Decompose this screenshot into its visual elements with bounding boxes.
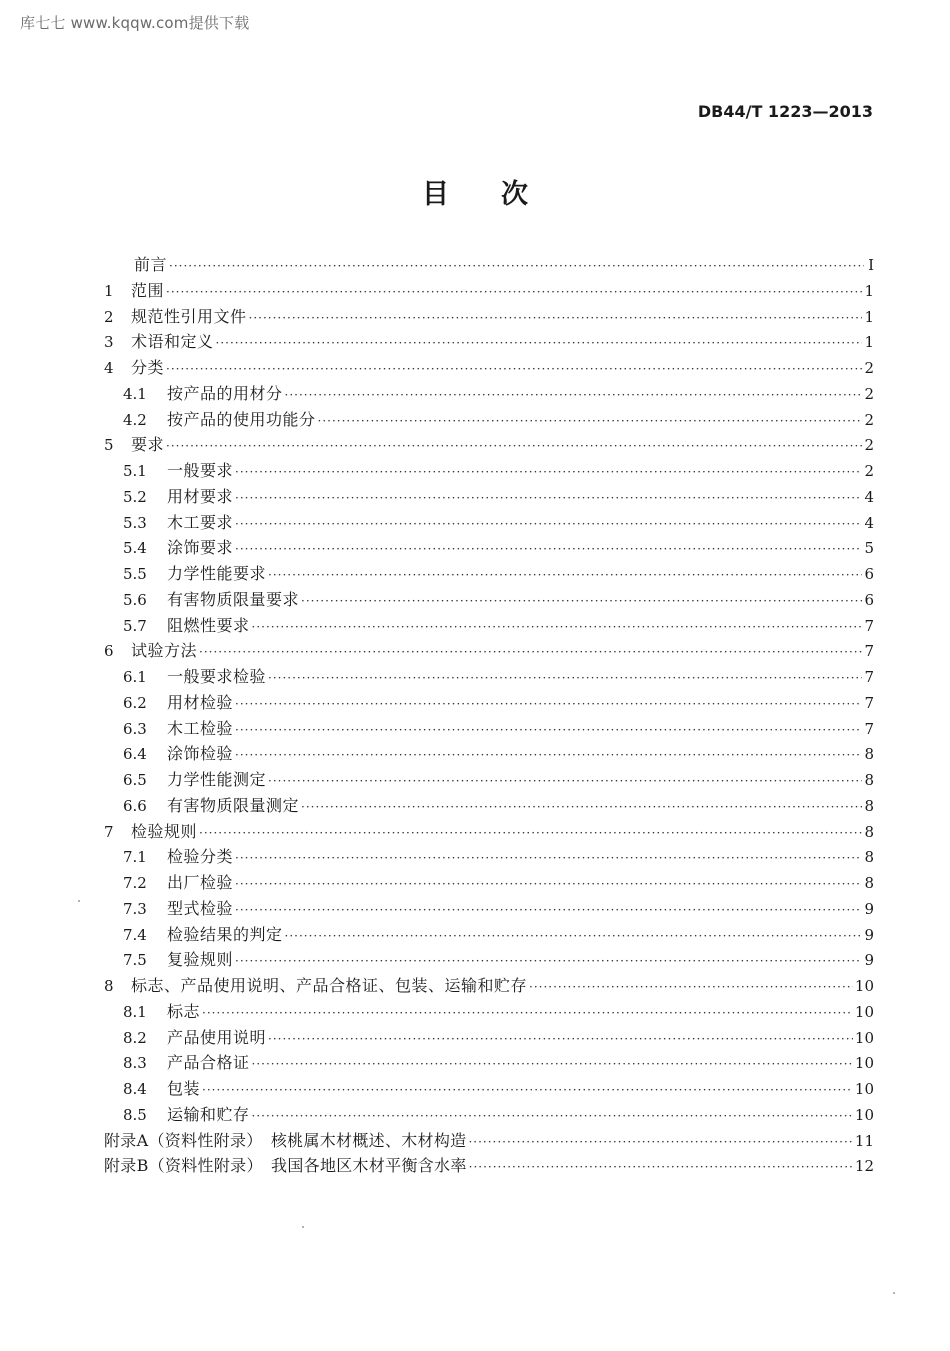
toc-entry-page: 10	[854, 1002, 874, 1021]
toc-entry-number: 3	[104, 333, 114, 352]
toc-dot-leader	[235, 537, 862, 563]
toc-dot-leader	[235, 486, 862, 512]
toc-dot-leader	[235, 872, 862, 898]
toc-dot-leader	[529, 975, 853, 1001]
document-code: DB44/T 1223—2013	[697, 102, 873, 121]
toc-entry-number: 8	[104, 977, 114, 995]
toc-entry-page: 2	[864, 462, 874, 480]
toc-entry-page: 8	[864, 796, 874, 815]
toc-entry-title: 要求	[131, 435, 165, 455]
toc-entry-title: 按产品的使用功能分	[167, 409, 316, 429]
table-of-contents	[104, 252, 874, 1179]
page-title-char: 次	[501, 179, 528, 210]
toc-entry	[104, 896, 874, 922]
toc-entry-title: 术语和定义	[131, 332, 214, 352]
toc-entry	[104, 278, 874, 304]
toc-entry-title: 用材要求	[167, 486, 234, 506]
toc-dot-leader	[468, 1130, 852, 1156]
toc-entry-title: 包装	[167, 1079, 201, 1098]
toc-entry	[104, 535, 874, 561]
toc-entry-title: 按产品的用材分	[167, 383, 283, 403]
toc-entry-page: 10	[854, 1105, 874, 1124]
toc-entry-page: 2	[864, 359, 874, 377]
toc-entry-title: 规范性引用文件	[131, 306, 247, 326]
toc-entry-title: 涂饰检验	[167, 744, 234, 764]
toc-entry-number: 7.2	[123, 874, 147, 892]
toc-dot-leader	[235, 692, 862, 718]
toc-entry-number: 6	[104, 642, 114, 661]
toc-entry-number: 4	[104, 359, 114, 377]
toc-entry-page: 8	[864, 745, 874, 764]
toc-entry-page: 9	[864, 899, 874, 918]
toc-entry	[104, 1128, 874, 1154]
toc-entry-page: 7	[864, 719, 874, 738]
toc-entry-page: 10	[854, 1054, 874, 1073]
toc-entry-number: 6.5	[123, 771, 147, 789]
toc-entry	[104, 664, 874, 690]
toc-entry	[104, 870, 874, 896]
toc-entry-number: 7	[104, 822, 114, 841]
toc-entry-number: 8.3	[123, 1054, 147, 1073]
scan-speck	[893, 1292, 895, 1294]
toc-entry-page: 1	[864, 281, 874, 300]
toc-dot-leader	[235, 898, 862, 924]
toc-entry	[104, 922, 874, 948]
toc-entry-number: 7.1	[123, 848, 147, 867]
toc-entry	[104, 407, 874, 433]
toc-entry-number: 5.4	[123, 539, 147, 558]
toc-entry-title: 有害物质限量测定	[167, 795, 300, 815]
toc-entry	[104, 819, 874, 845]
toc-entry-number: 6.4	[123, 745, 147, 764]
toc-dot-leader	[268, 1027, 853, 1053]
page-title	[0, 172, 950, 211]
toc-dot-leader	[249, 306, 863, 332]
toc-dot-leader	[166, 357, 862, 383]
toc-entry-page: 2	[864, 384, 874, 403]
toc-entry	[104, 1102, 874, 1128]
toc-entry-title: 附录B（资料性附录） 我国各地区木材平衡含水率	[104, 1156, 467, 1176]
scan-speck	[302, 1226, 304, 1228]
toc-entry-page: 7	[864, 642, 874, 661]
toc-entry-number: 6.2	[123, 693, 147, 712]
toc-dot-leader	[469, 1155, 853, 1181]
toc-entry-page: 8	[864, 822, 874, 841]
watermark-text: 库七七 www.kqqw.com提供下载	[20, 14, 250, 32]
toc-dot-leader	[202, 1001, 853, 1027]
toc-entry	[104, 767, 874, 793]
toc-entry-number: 6.6	[123, 796, 147, 815]
toc-entry	[104, 716, 874, 742]
toc-entry-page: 11	[854, 1131, 874, 1150]
toc-entry-title: 标志	[167, 1001, 201, 1021]
toc-entry	[104, 1025, 874, 1051]
toc-entry-page: I	[868, 256, 874, 274]
toc-entry-title: 出厂检验	[167, 873, 234, 892]
toc-dot-leader	[268, 666, 862, 692]
toc-entry-number: 5.7	[123, 616, 147, 635]
toc-entry-page: 2	[864, 410, 874, 429]
toc-entry-page: 4	[864, 513, 874, 532]
toc-entry-page: 9	[864, 951, 874, 970]
toc-entry-title: 一般要求检验	[167, 667, 267, 686]
toc-entry-number: 5.5	[123, 565, 147, 583]
toc-entry-title: 一般要求	[167, 461, 234, 480]
toc-entry	[104, 638, 874, 664]
toc-dot-leader	[216, 331, 863, 357]
toc-entry-title: 阻燃性要求	[167, 615, 250, 635]
toc-entry	[104, 1050, 874, 1076]
toc-entry	[104, 355, 874, 381]
toc-entry-page: 12	[854, 1157, 874, 1176]
toc-entry-page: 4	[864, 487, 874, 506]
toc-entry	[104, 510, 874, 536]
toc-entry-title: 木工要求	[167, 512, 234, 532]
toc-entry	[104, 741, 874, 767]
toc-entry-page: 8	[864, 848, 874, 867]
toc-dot-leader	[235, 743, 862, 769]
toc-entry-title: 运输和贮存	[167, 1104, 250, 1124]
toc-dot-leader	[169, 254, 864, 280]
toc-entry-page: 8	[864, 771, 874, 789]
toc-entry-number: 4.1	[123, 384, 147, 403]
toc-dot-leader	[166, 434, 862, 460]
toc-entry	[104, 844, 874, 870]
toc-entry-page: 1	[864, 333, 874, 352]
toc-entry-number: 1	[104, 281, 114, 300]
toc-entry	[104, 304, 874, 330]
toc-entry	[104, 1076, 874, 1102]
page-title-char: 目	[422, 179, 449, 210]
toc-entry-page: 10	[854, 1080, 874, 1098]
toc-entry-number: 8.5	[123, 1105, 147, 1124]
toc-entry-number: 8.1	[123, 1002, 147, 1021]
toc-entry	[104, 561, 874, 587]
toc-entry-page: 2	[864, 436, 874, 455]
toc-entry	[104, 690, 874, 716]
toc-entry-title: 标志、产品使用说明、产品合格证、包装、运输和贮存	[131, 976, 528, 995]
toc-dot-leader	[235, 460, 862, 486]
toc-entry-number: 5.6	[123, 590, 147, 609]
toc-entry-title: 前言	[134, 255, 168, 274]
toc-entry-page: 8	[864, 874, 874, 892]
toc-entry	[104, 381, 874, 407]
toc-entry-title: 检验规则	[131, 821, 198, 841]
toc-dot-leader	[301, 795, 862, 821]
toc-entry	[104, 329, 874, 355]
toc-entry-number: 6.1	[123, 668, 147, 686]
toc-entry-page: 10	[854, 977, 874, 995]
toc-dot-leader	[166, 280, 862, 306]
toc-entry	[104, 613, 874, 639]
toc-entry-page: 9	[864, 925, 874, 944]
toc-entry-number: 2	[104, 307, 114, 326]
toc-entry-page: 6	[864, 590, 874, 609]
toc-entry	[104, 999, 874, 1025]
toc-entry-title: 力学性能测定	[167, 770, 267, 789]
toc-entry-title: 涂饰要求	[167, 538, 234, 558]
toc-entry	[104, 432, 874, 458]
toc-entry-title: 分类	[131, 358, 165, 377]
toc-entry	[104, 793, 874, 819]
toc-entry-page: 7	[864, 616, 874, 635]
toc-dot-leader	[199, 640, 862, 666]
toc-entry	[104, 587, 874, 613]
toc-dot-leader	[235, 846, 862, 872]
toc-entry-page: 1	[864, 307, 874, 326]
toc-dot-leader	[268, 563, 862, 589]
toc-entry-number: 7.4	[123, 925, 147, 944]
toc-entry-title: 附录A（资料性附录） 核桃属木材概述、木材构造	[104, 1130, 467, 1150]
toc-entry-page: 7	[864, 693, 874, 712]
toc-entry-title: 有害物质限量要求	[167, 589, 300, 609]
toc-dot-leader	[252, 1104, 853, 1130]
toc-entry	[104, 458, 874, 484]
toc-entry-number: 5	[104, 436, 114, 455]
toc-entry-title: 范围	[131, 280, 165, 300]
toc-dot-leader	[318, 409, 863, 435]
toc-entry-title: 产品合格证	[167, 1053, 250, 1073]
toc-entry-title: 型式检验	[167, 898, 234, 918]
scan-speck	[78, 900, 80, 902]
toc-entry-title: 检验分类	[167, 847, 234, 867]
toc-entry	[104, 973, 874, 999]
toc-entry-page: 10	[854, 1028, 874, 1047]
toc-entry	[104, 484, 874, 510]
toc-dot-leader	[252, 1052, 853, 1078]
toc-dot-leader	[285, 383, 863, 409]
toc-entry-title: 检验结果的判定	[167, 924, 283, 944]
toc-entry-number: 4.2	[123, 410, 147, 429]
toc-entry-title: 力学性能要求	[167, 564, 267, 583]
toc-entry	[104, 1153, 874, 1179]
toc-entry-title: 复验规则	[167, 950, 234, 970]
toc-dot-leader	[202, 1078, 853, 1104]
toc-entry	[104, 252, 874, 278]
toc-entry-number: 5.2	[123, 487, 147, 506]
toc-dot-leader	[285, 924, 863, 950]
toc-dot-leader	[268, 769, 862, 795]
toc-entry-number: 6.3	[123, 719, 147, 738]
toc-dot-leader	[235, 949, 862, 975]
toc-entry-title: 产品使用说明	[167, 1027, 267, 1047]
toc-entry-number: 5.1	[123, 462, 147, 480]
toc-dot-leader	[252, 615, 863, 641]
toc-entry-title: 用材检验	[167, 692, 234, 712]
toc-entry-title: 木工检验	[167, 718, 234, 738]
toc-dot-leader	[235, 512, 862, 538]
toc-entry-page: 5	[864, 539, 874, 558]
toc-entry-page: 6	[864, 565, 874, 583]
toc-dot-leader	[235, 718, 862, 744]
toc-entry	[104, 947, 874, 973]
toc-dot-leader	[301, 589, 862, 615]
toc-entry-number: 7.3	[123, 899, 147, 918]
toc-entry-page: 7	[864, 668, 874, 686]
toc-dot-leader	[199, 821, 862, 847]
toc-entry-number: 8.2	[123, 1028, 147, 1047]
toc-entry-number: 5.3	[123, 513, 147, 532]
toc-entry-number: 8.4	[123, 1080, 147, 1098]
toc-entry-title: 试验方法	[131, 641, 198, 661]
toc-entry-number: 7.5	[123, 951, 147, 970]
